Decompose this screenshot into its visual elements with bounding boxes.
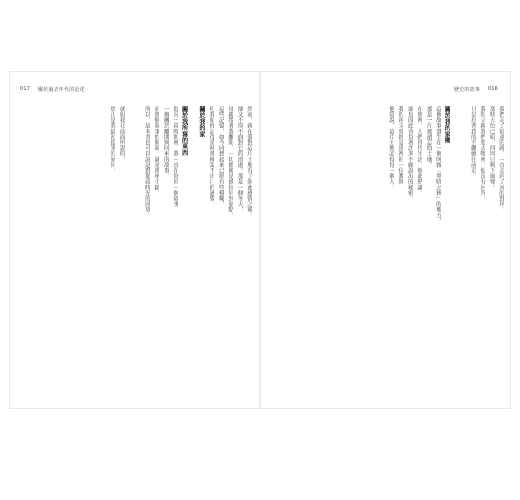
body-line: 我的祖父曾經是那裡的一位教師， (397, 106, 404, 190)
body-line: 一個關於離開與回來的故事。 (162, 106, 169, 179)
body-line: 他常說，這片土地記得每一個人。 (387, 106, 394, 190)
body-line: 母親帶著我離開，一切都像是被拉回到原點。 (227, 106, 234, 218)
right-text-block (272, 106, 504, 396)
body-line: 所以，這本書也可以說是對那段時光的回望。 (143, 106, 150, 218)
running-header: 關於過去年代的記述 (38, 87, 85, 93)
column-spacer (190, 106, 196, 396)
page-number: 016 (487, 86, 498, 92)
page-number: 017 (20, 86, 31, 92)
column-spacer (452, 106, 466, 396)
left-text-block (16, 106, 252, 396)
body-line: 但我始終記得當時那種說不出口的感覺。 (208, 106, 215, 207)
body-line: 在那裡，人們世代生活，彼此熟識， (416, 106, 423, 196)
section-heading: 關於我的家 (197, 106, 205, 137)
book-spread (10, 72, 510, 408)
body-line: 那是一片被遺忘的土地。 (425, 106, 432, 168)
column-spacer (127, 106, 141, 396)
running-header: 歷史的故事 (453, 87, 480, 93)
body-line: 這個故事發生在一個叫做「黑暗之林」的地方， (434, 106, 441, 224)
epigraph-line: 我們走了很遠的路，一直走到了河的對岸。 (498, 106, 504, 213)
endnote-line: 就如我在前面所說的， (118, 106, 125, 162)
body-line: 卻又不得不面對它的消逝。那是一個冬天， (236, 106, 243, 213)
body-line: 然而，就在我對這片土地有了如此感情之後， (246, 106, 252, 218)
epigraph-line: 只是拉著我的手繼續往前走。 (469, 106, 476, 179)
section-heading: 關於我所寫的東西 (180, 106, 188, 156)
body-line: 卻也因此背負著許多不願說出的秘密。 (406, 106, 413, 202)
right-page (260, 72, 510, 408)
left-page (10, 72, 260, 408)
body-line: 很長一段時間裡，我一直在寫同一個故事， (172, 106, 179, 213)
endnote-line: 那正是我最初提筆的原因。 (109, 106, 116, 174)
epigraph-line: 那時天色已暗，四周只剩下風聲。 (488, 106, 495, 190)
body-line: 這些記憶，如今回想起來已經有些模糊， (217, 106, 224, 207)
epigraph-line: 我問父親我們要去哪裡，他沒有回答， (479, 106, 486, 202)
body-line: 而那個故事的開端，就是那座小鎮。 (153, 106, 160, 196)
section-heading: 關於我的家鄉 (443, 106, 451, 144)
